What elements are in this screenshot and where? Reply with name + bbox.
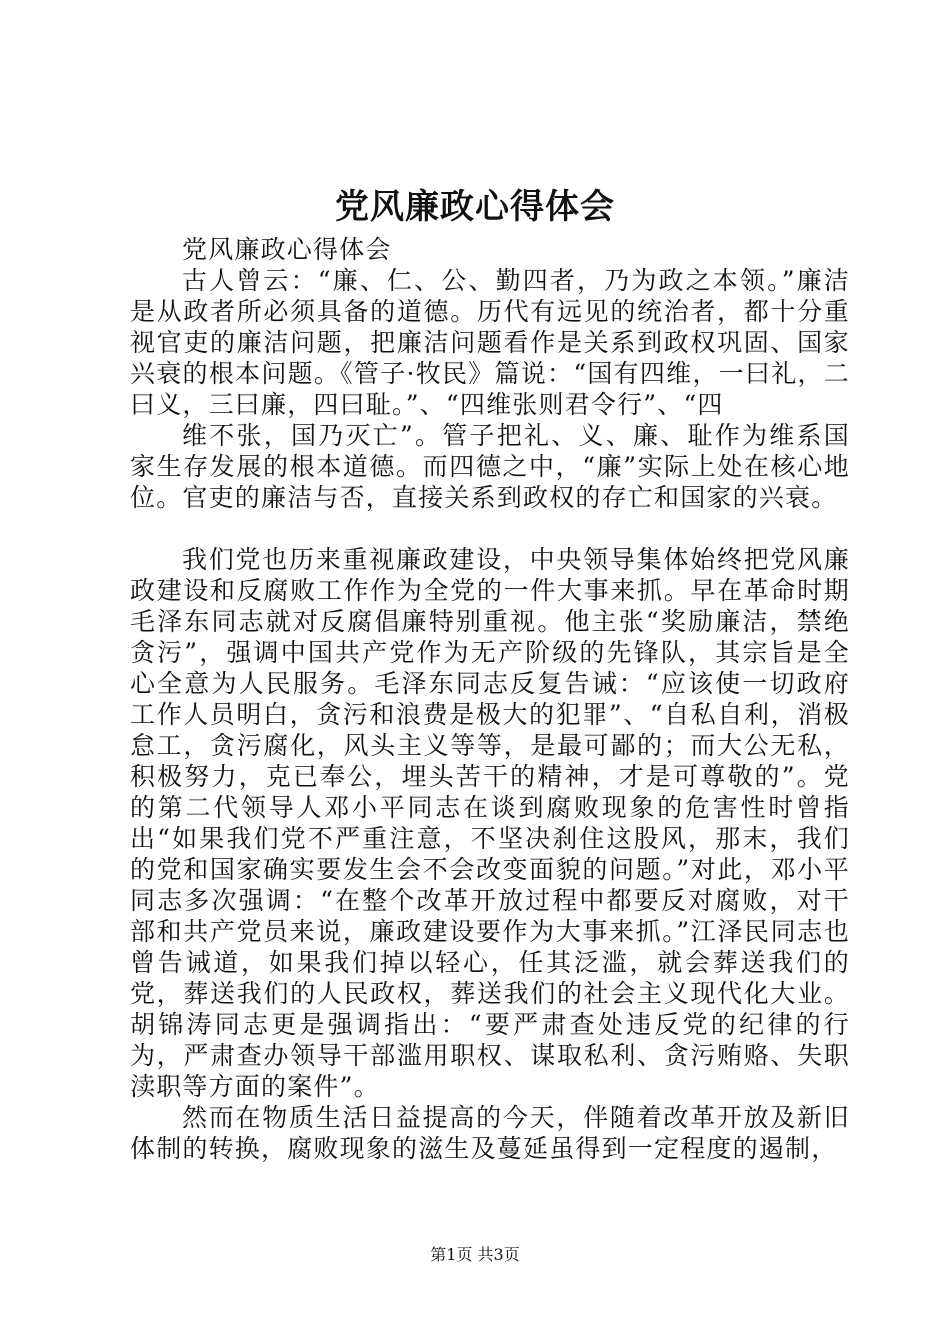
body-paragraph: 我们党也历来重视廉政建设，中央领导集体始终把党风廉政建设和反腐败工作作为全党的一件大事来抓。早在革命时期毛泽东同志就对反腐倡廉特别重视。他主张“奖励廉洁，禁绝贪污”，强调中国共产党作为无产阶级的先锋队，其宗旨是全心全意为人民服务。毛泽东同志反复告诫：“应该使一切政府工作人员明白，贪污和浪费是极大的犯罪”、“自私自利，消极怠工，贪污腐化，风头主义等等，是最可鄙的；而大公无私，积极努力，克已奉公，埋头苦干的精神，才是可尊敬的”。党的第二代领导人邓小平同志在谈到腐败现象的危害性时曾指出“如果我们党不严重注意，不坚决刹住这股风，那末，我们的党和国家确实要发生会不会改变面貌的问题。”对此，邓小平同志多次强调：“在整个改革开放过程中都要反对腐败，对干部和共产党员来说，廉政建设要作为大事来抓。”江泽民同志也曾告诫道，如果我们掉以轻心，任其泛滥，就会葬送我们的党，葬送我们的人民政权，葬送我们的社会主义现代化大业。胡锦涛同志更是强调指出：“要严肃查处违反党的纪律的行为，严肃查办领导干部滥用职权、谋取私利、贪污贿赂、失职渎职等方面的案件”。 — [130, 545, 850, 1101]
body-paragraph: 古人曾云：“廉、仁、公、勤四者，乃为政之本领。”廉洁是从政者所必须具备的道德。历代有远见的统治者，都十分重视官吏的廉洁问题，把廉洁问题看作是关系到政权巩固、国家兴衰的根本问题。《管子·牧民》篇说：“国有四维，一曰礼，二曰义，三曰廉，四曰耻。”、“四维张则君令行”、“四 — [130, 266, 850, 419]
body-paragraph: 然而在物质生活日益提高的今天，伴随着改革开放及新旧体制的转换，腐败现象的滋生及蔓延虽得到一定程度的遏制， — [130, 1103, 850, 1163]
body-subtitle: 党风廉政心得体会 — [182, 235, 392, 264]
document-title: 党风廉政心得体会 — [335, 187, 615, 227]
page-number-footer: 第1页 共3页 — [430, 1245, 520, 1264]
body-paragraph: 维不张，国乃灭亡”。管子把礼、义、廉、耻作为维系国家生存发展的根本道德。而四德之中，“廉”实际上处在核心地位。官吏的廉洁与否，直接关系到政权的存亡和国家的兴衰。 — [130, 421, 850, 512]
document-body — [130, 234, 850, 1164]
